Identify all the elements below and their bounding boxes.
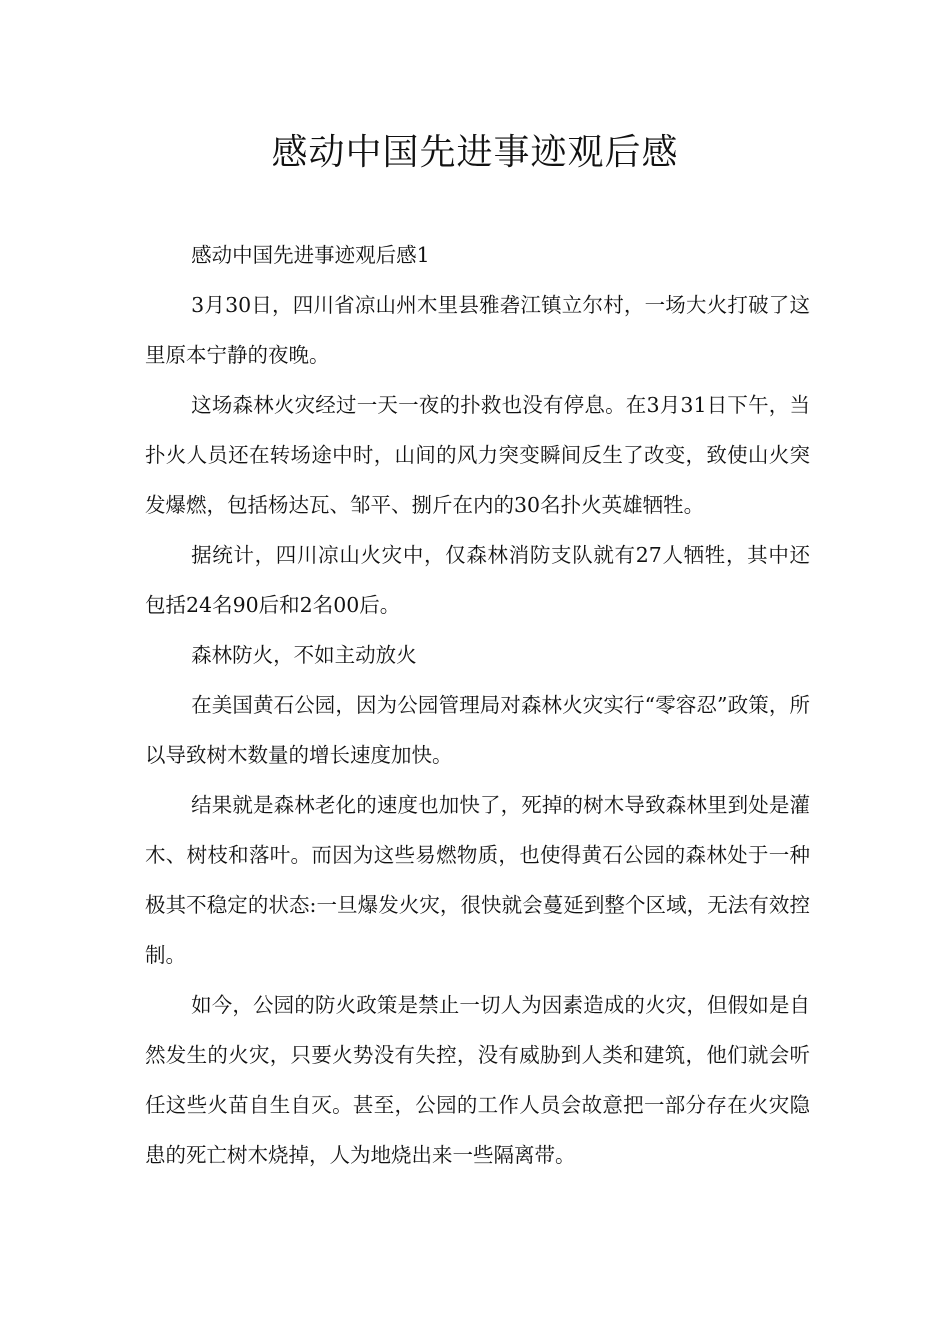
paragraph: 3月30日，四川省凉山州木里县雅砻江镇立尔村，一场大火打破了这里原本宁静的夜晚。 (145, 293, 810, 367)
paragraph: 结果就是森林老化的速度也加快了，死掉的树木导致森林里到处是灌木、树枝和落叶。而因为这些易燃物质，也使得黄石公园的森林处于一种极其不稳定的状态:一旦爆发火灾，很快就会蔓延到整个区域，无法有效控制。 (145, 793, 810, 967)
section-heading: 感动中国先进事迹观后感1 (191, 243, 430, 267)
document-body (145, 230, 810, 1180)
paragraph: 在美国黄石公园，因为公园管理局对森林火灾实行“零容忍”政策，所以导致树木数量的增长速度加快。 (145, 693, 810, 767)
paragraph: 这场森林火灾经过一天一夜的扑救也没有停息。在3月31日下午，当扑火人员还在转场途中时，山间的风力突变瞬间反生了改变，致使山火突发爆燃，包括杨达瓦、邹平、捌斤在内的30名扑火英雄牺牲。 (145, 393, 810, 517)
paragraph: 如今，公园的防火政策是禁止一切人为因素造成的火灾，但假如是自然发生的火灾，只要火势没有失控，没有威胁到人类和建筑，他们就会听任这些火苗自生自灭。甚至，公园的工作人员会故意把一部分存在火灾隐患的死亡树木烧掉，人为地烧出来一些隔离带。 (145, 993, 810, 1167)
paragraph: 据统计，四川凉山火灾中，仅森林消防支队就有27人牺牲，其中还包括24名90后和2名00后。 (145, 543, 810, 617)
subheading: 森林防火，不如主动放火 (191, 643, 417, 667)
document-title: 感动中国先进事迹观后感 (271, 132, 679, 173)
